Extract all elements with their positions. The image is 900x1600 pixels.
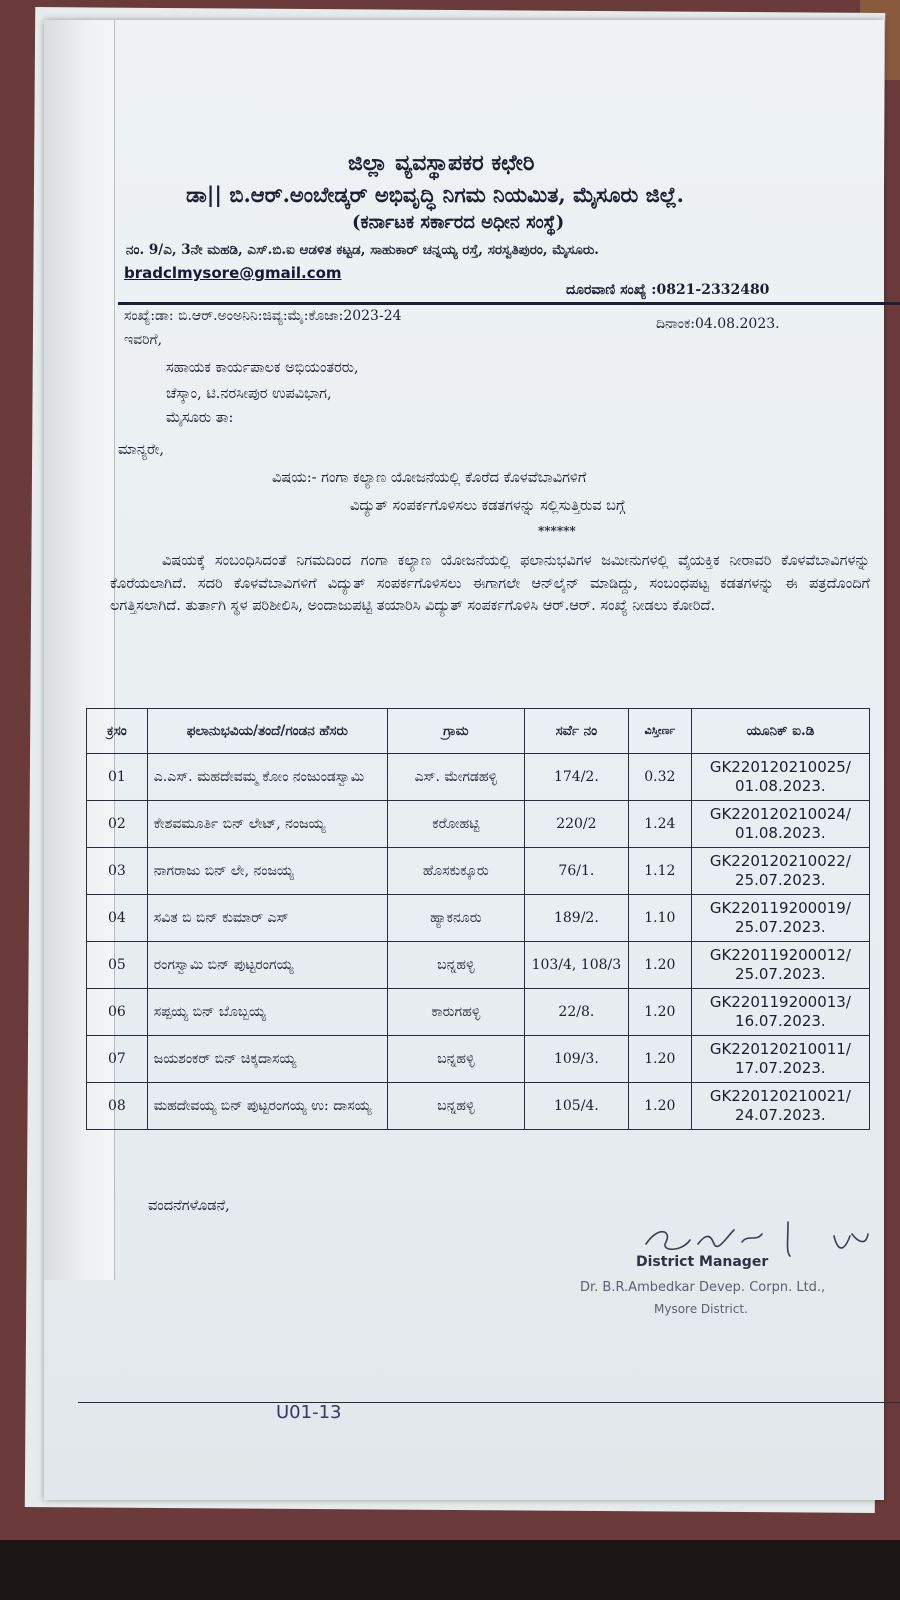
table-row [87, 895, 870, 942]
header-unique-id: ಯೂನಿಕ್ ಐ.ಡಿ [691, 709, 869, 754]
cell-name: ನಾಗರಾಜು ಬಿನ್ ಲೇ, ನಂಜಯ್ಯ [147, 848, 387, 895]
cell-sl: 01 [87, 754, 148, 801]
cell-extent: 1.12 [628, 848, 691, 895]
cell-name: ಜಯಶಂಕರ್ ಬಿನ್ ಚಿಕ್ಕದಾಸಯ್ಯ [147, 1036, 387, 1083]
cell-extent: 1.20 [628, 942, 691, 989]
cell-name: ಎ.ಎಸ್. ಮಹದೇವಮ್ಮ ಕೋಂ ನಂಜುಂಡಸ್ವಾಮಿ [147, 754, 387, 801]
unique-id-date: 25.07.2023. [735, 871, 826, 889]
cell-village: ಕರೋಹಟ್ಟಿ [387, 801, 524, 848]
to-label: ಇವರಿಗೆ, [124, 332, 163, 348]
cell-extent: 0.32 [628, 754, 691, 801]
corporation-subtitle: (ಕರ್ನಾಟಕ ಸರ್ಕಾರದ ಅಧೀನ ಸಂಸ್ಥೆ) [352, 212, 565, 233]
background-dark [0, 1540, 900, 1600]
cell-village: ಹ್ಯಾಕನೂರು [387, 895, 524, 942]
header-rule [118, 302, 900, 305]
email-address: bradclmysore@gmail.com [124, 264, 342, 282]
cell-sl: 03 [87, 848, 148, 895]
table-header-row [87, 709, 870, 754]
cell-survey: 105/4. [524, 1083, 628, 1130]
cell-unique-id [691, 848, 869, 895]
table-row [87, 1036, 870, 1083]
cell-village: ಬನ್ನಹಳ್ಳಿ [387, 942, 524, 989]
separator-stars: ****** [538, 524, 576, 538]
cell-unique-id [691, 942, 869, 989]
subject-line-2: ವಿದ್ಯುತ್ ಸಂಪರ್ಕಗೊಳಿಸಲು ಕಡತಗಳನ್ನು ಸಲ್ಲಿಸುತ್ತಿರುವ ಬಗ್ಗೆ [350, 498, 626, 514]
cell-unique-id [691, 1083, 869, 1130]
office-title: ಜಿಲ್ಲಾ ವ್ಯವಸ್ಥಾಪಕರ ಕಛೇರಿ [348, 150, 535, 176]
cell-survey: 22/8. [524, 989, 628, 1036]
cell-name: ಸವಿತ ಬಿ ಬಿನ್ ಕುಮಾರ್ ಎಸ್ [147, 895, 387, 942]
cell-survey: 103/4, 108/3 [524, 942, 628, 989]
cell-unique-id [691, 895, 869, 942]
cell-unique-id [691, 754, 869, 801]
cell-survey: 189/2. [524, 895, 628, 942]
office-address: ನಂ. 9/ಎ, 3ನೇ ಮಹಡಿ, ಎಸ್.ಬಿ.ಐ ಆಡಳಿತ ಕಟ್ಟಡ, ಸಾಹುಕಾರ್ ಚನ್ನಯ್ಯ ರಸ್ತೆ, ಸರಸ್ವತಿಪುರಂ, ಮೈಸೂರು. [126, 242, 599, 258]
cell-name: ಕೇಶವಮೂರ್ತಿ ಬಿನ್ ಲೇಟ್, ನಂಜಯ್ಯ [147, 801, 387, 848]
closing: ವಂದನೆಗಳೊಡನೆ, [148, 1198, 230, 1214]
table-row [87, 1083, 870, 1130]
phone-number: ದೂರವಾಣಿ ಸಂಖ್ಯೆ :0821-2332480 [566, 282, 770, 298]
unique-id-date: 01.08.2023. [735, 777, 826, 795]
table-row [87, 801, 870, 848]
signatory-title: District Manager [636, 1254, 769, 1270]
cell-unique-id [691, 1036, 869, 1083]
reference-number: ಸಂಖ್ಯೆ:ಡಾ: ಬಿ.ಆರ್.ಅಂಅನಿನಿ:ಜಿವ್ಯ:ಮೈ:ಕೊಜಾ:2023-24 [124, 308, 402, 324]
cell-name: ರಂಗಸ್ವಾಮಿ ಬಿನ್ ಪುಟ್ಟರಂಗಯ್ಯ [147, 942, 387, 989]
header-name: ಫಲಾನುಭವಿಯ/ತಂದೆ/ಗಂಡನ ಹೆಸರು [147, 709, 387, 754]
header-sl: ಕ್ರಸಂ [87, 709, 148, 754]
cell-sl: 08 [87, 1083, 148, 1130]
unique-id: GK220120210022/ [709, 852, 851, 870]
cell-village: ಹೊಸಕುಕ್ಕೂರು [387, 848, 524, 895]
unique-id-date: 25.07.2023. [735, 965, 826, 983]
unique-id-date: 17.07.2023. [735, 1059, 826, 1077]
cell-village: ಕಾರುಗಹಳ್ಳಿ [387, 989, 524, 1036]
unique-id: GK220119200013/ [709, 993, 851, 1011]
cell-extent: 1.24 [628, 801, 691, 848]
unique-id-date: 24.07.2023. [735, 1106, 826, 1124]
unique-id: GK220120210011/ [709, 1040, 851, 1058]
cell-sl: 06 [87, 989, 148, 1036]
cell-unique-id [691, 801, 869, 848]
unique-id-date: 16.07.2023. [735, 1012, 826, 1030]
cell-village: ಬನ್ನಹಳ್ಳಿ [387, 1036, 524, 1083]
cell-sl: 07 [87, 1036, 148, 1083]
signatory-place: Mysore District. [654, 1302, 748, 1316]
unique-id: GK220119200019/ [709, 899, 851, 917]
cell-village: ಬನ್ನಹಳ್ಳಿ [387, 1083, 524, 1130]
cell-unique-id [691, 989, 869, 1036]
table-row [87, 754, 870, 801]
cell-sl: 02 [87, 801, 148, 848]
unique-id: GK220120210021/ [709, 1087, 851, 1105]
cell-extent: 1.10 [628, 895, 691, 942]
recipient-line-1: ಸಹಾಯಕ ಕಾರ್ಯಪಾಲಕ ಅಭಿಯಂತರರು, [166, 360, 359, 376]
salutation: ಮಾನ್ಯರೇ, [118, 442, 165, 458]
signatory-organisation: Dr. B.R.Ambedkar Devep. Corpn. Ltd., [580, 1280, 826, 1295]
letter-body: ವಿಷಯಕ್ಕೆ ಸಂಬಂಧಿಸಿದಂತೆ ನಿಗಮದಿಂದ ಗಂಗಾ ಕಲ್ಯಾಣ ಯೋಜನೆಯಲ್ಲಿ ಫಲಾನುಭವಿಗಳ ಜಮೀನುಗಳಲ್ಲಿ ವೈಯಕ್ತಿಕ ನೀರಾವರಿ ಕೊಳವೆಬಾವಿಗಳನ್ನು ಕೊರೆಯಲಾಗಿದೆ. ಸದರಿ ಕೊಳವೆಬಾವಿಗಳಿಗೆ ವಿದ್ಯುತ್ ಸಂಪರ್ಕಗೊಳಿಸಲು ಈಗಾಗಲೇ ಆನ್‌ಲೈನ್ ಮಾಡಿದ್ದು, ಸಂಬಂಧಪಟ್ಟ ಕಡತಗಳನ್ನು ಈ ಪತ್ರದೊಂದಿಗೆ ಲಗತ್ತಿಸಲಾಗಿದೆ. ತುರ್ತಾಗಿ ಸ್ಥಳ ಪರಿಶೀಲಿಸಿ, ಅಂದಾಜುಪಟ್ಟಿ ತಯಾರಿಸಿ ವಿದ್ಯುತ್ ಸಂಪರ್ಕಗೊಳಿಸಿ ಆರ್.ಆರ್. ಸಂಖ್ಯೆ ನೀಡಲು ಕೋರಿದೆ. [110, 553, 870, 614]
cell-extent: 1.20 [628, 1036, 691, 1083]
table-row [87, 848, 870, 895]
beneficiary-table [86, 708, 870, 1130]
cell-extent: 1.20 [628, 1083, 691, 1130]
cell-village: ಎಸ್. ಮೇಗಡಹಳ್ಳಿ [387, 754, 524, 801]
table-row [87, 989, 870, 1036]
cell-survey: 109/3. [524, 1036, 628, 1083]
unique-id: GK220119200012/ [709, 946, 851, 964]
unique-id-date: 01.08.2023. [735, 824, 826, 842]
subject-line-1: ವಿಷಯ:- ಗಂಗಾ ಕಲ್ಯಾಣ ಯೋಜನೆಯಲ್ಲಿ ಕೊರೆದ ಕೊಳವೆಬಾವಿಗಳಿಗೆ [272, 470, 587, 486]
recipient-line-2: ಚೆಸ್ಕಾಂ, ಟಿ.ನರಸೀಪುರ ಉಪವಿಭಾಗ, [166, 386, 332, 402]
recipient-line-3: ಮೈಸೂರು ತಾ: [166, 410, 234, 426]
corporation-name: ಡಾ|| ಬಿ.ಆರ್.ಅಂಬೇಡ್ಕರ್ ಅಭಿವೃದ್ಧಿ ನಿಗಮ ನಿಯಮಿತ, ಮೈಸೂರು ಜಿಲ್ಲೆ. [186, 182, 684, 207]
unique-id: GK220120210025/ [709, 758, 851, 776]
cell-name: ಸಪ್ಪಯ್ಯ ಬಿನ್ ಬೊಬ್ಬಯ್ಯ [147, 989, 387, 1036]
letter-date: ದಿನಾಂಕ:04.08.2023. [656, 316, 780, 332]
header-village: ಗ್ರಾಮ [387, 709, 524, 754]
cell-sl: 05 [87, 942, 148, 989]
handwritten-note: U01-13 [276, 1402, 342, 1423]
table-body [87, 754, 870, 1130]
cell-name: ಮಹದೇವಯ್ಯ ಬಿನ್ ಪುಟ್ಟರಂಗಯ್ಯ ಉ: ದಾಸಯ್ಯ [147, 1083, 387, 1130]
cell-survey: 220/2 [524, 801, 628, 848]
header-survey: ಸರ್ವೆ ನಂ [524, 709, 628, 754]
unique-id-date: 25.07.2023. [735, 918, 826, 936]
header-extent: ವಿಸ್ತೀರ್ಣ [628, 709, 691, 754]
cell-survey: 76/1. [524, 848, 628, 895]
unique-id: GK220120210024/ [709, 805, 851, 823]
cell-sl: 04 [87, 895, 148, 942]
table-row [87, 942, 870, 989]
letter-page [44, 20, 884, 1500]
cell-extent: 1.20 [628, 989, 691, 1036]
cell-survey: 174/2. [524, 754, 628, 801]
page-bottom-rule [78, 1402, 900, 1403]
